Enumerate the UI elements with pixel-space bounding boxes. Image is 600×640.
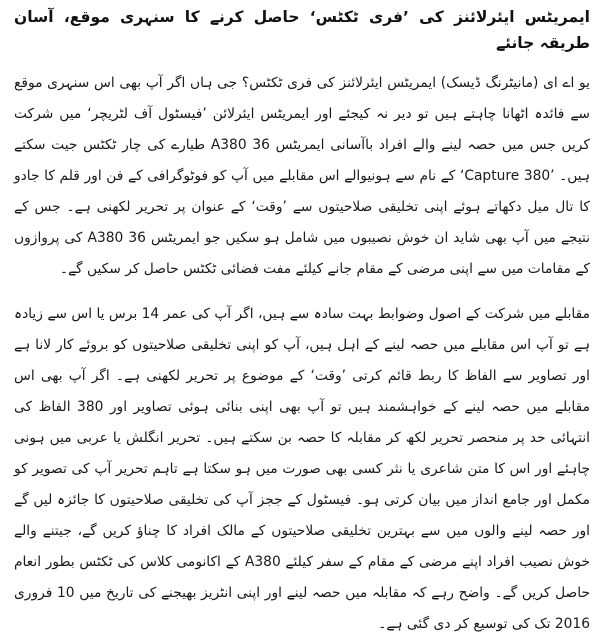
article-title: ایمریٹس ایئرلائنز کی ’فری ٹکٹس‘ حاصل کرنے کا سنہری موقع، آسان طریقہ جانئے [14,8,590,52]
article [14,4,591,632]
article-paragraph-intro: یو اے ای (مانیٹرنگ ڈیسک) ایمریٹس ایئرلائنز کی فری ٹکٹس؟ جی ہاں اگر آپ بھی اس سنہری موقع سے فائدہ اٹھانا چاہتے ہیں تو دیر نہ کیجئے اور ایمریٹس ایئرلائن ’فیسٹول آف لٹریچر‘ میں شرکت کریں جس میں حصہ لینے والے افراد باآسانی ایمریٹس A380 36 طیارے کی چار ٹکٹس جیت سکتے ہیں۔ ’Capture 380‘ کے نام سے ہونیوالے اس مقابلے میں آپ کو فوٹوگرافی کے فن اور قلم کا جادو کا تال میل دکھاتے ہوئے اپنی تخلیقی صلاحیتوں سے ’وقت‘ کے عنوان پر تحریر لکھنی ہے۔ جس کے نتیجے میں آپ بھی شاید ان خوش نصیبوں میں شامل ہو سکیں جو ایمریٹس 36 A380 کی پروازوں کے مقامات میں سے اپنی مرضی کے مقام جانے کیلئے مفت فضائی ٹکٹس حاصل کر سکیں گے۔ [14,75,591,277]
article-paragraph-rules: مقابلے میں شرکت کے اصول وضوابط بہت سادہ سے ہیں، اگر آپ کی عمر 14 برس یا اس سے زیادہ ہے تو آپ اس مقابلے میں حصہ لینے کے اہل ہیں، آپ کو اپنی تخلیقی صلاحیتوں کو بروئے کار لانا ہے اور تصاویر سے الفاظ کا ربط قائم کرتی ’وقت‘ کے موضوع پر تحریر لکھنی ہے۔ اگر آپ بھی اس مقابلے میں حصہ لینے کے خواہشمند ہیں تو آپ بھی اپنی بنائی ہوئی تصاویر اور 380 الفاظ کی انتہائی حد پر منحصر تحریر لکھ کر مقابلہ کا حصہ بن سکتے ہیں۔ تحریر انگلش یا عربی میں ہونی چاہئے اور اس کا متن شاعری یا نثر کسی بھی صورت میں ہو سکتا ہے تاہم تحریر آپ کی تصویر کو مکمل اور جامع انداز میں بیان کرتی ہو۔ فیسٹول کے ججز آپ کی تخلیقی صلاحیتوں کا جائزہ لیں گے اور حصہ لینے والوں میں سے بہترین تخلیقی صلاحیتوں کے مالک افراد کا چناؤ کریں گے، جیتنے والے خوش نصیب افراد اپنے مرضی کے مقام کے سفر کیلئے A380 کے اکانومی کلاس کی ٹکٹس بطور انعام حاصل کریں گے۔ واضح رہے کہ مقابلہ میں حصہ لینے اور اپنی انٹریز بھیجنے کی تاریخ میں 10 فروری 2016 تک کی توسیع کر دی گئی ہے۔ [14,306,590,632]
